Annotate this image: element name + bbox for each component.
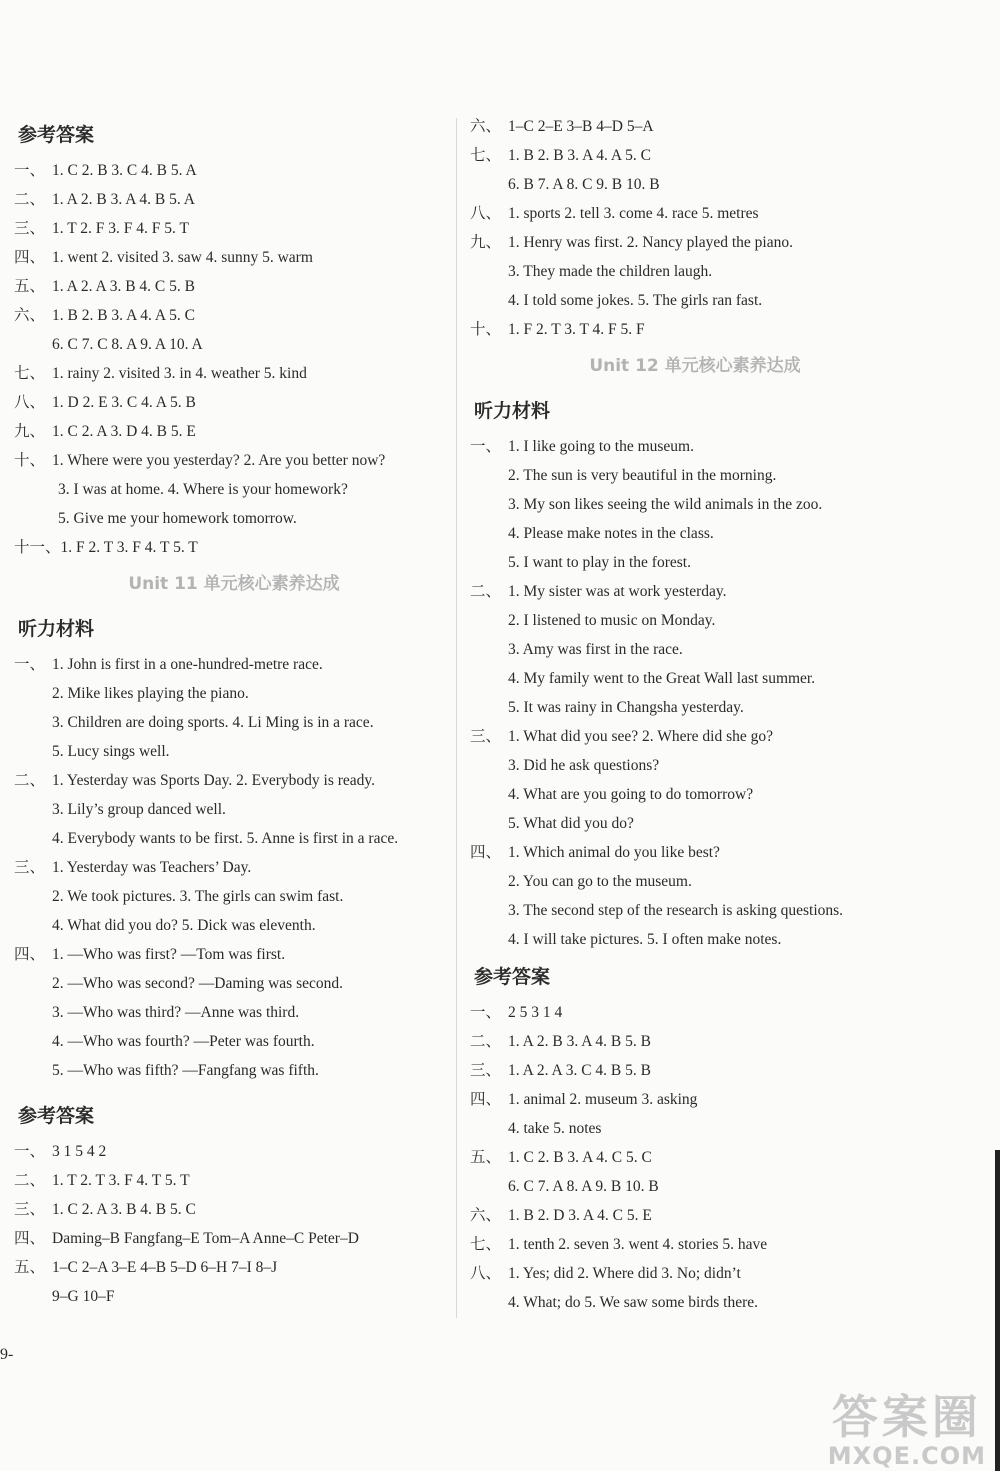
section-heading: 听力材料 — [18, 618, 95, 640]
answer-text: 1. B 2. D 3. A 4. C 5. E — [508, 1207, 652, 1224]
question-number: 八、 — [14, 393, 46, 411]
question-number: 十、 — [470, 320, 502, 338]
question-number: 三、 — [14, 1200, 46, 1218]
answer-line-continued: 2. Mike likes playing the piano. — [52, 685, 249, 702]
answer-text: 1. A 2. B 3. A 4. B 5. B — [508, 1033, 651, 1050]
question-number: 二、 — [14, 1171, 46, 1189]
answer-line-continued: 4. What did you do? 5. Dick was eleventh. — [52, 917, 316, 934]
answer-line — [470, 228, 920, 257]
answer-line-continued: 5. What did you do? — [508, 815, 634, 832]
answer-line-continued: 4. What are you going to do tomorrow? — [508, 786, 754, 803]
answer-line — [14, 1224, 454, 1253]
watermark-logo-text: 答案圈 — [831, 1390, 982, 1444]
watermark — [828, 1392, 986, 1470]
answer-text: 1. F 2. T 3. T 4. F 5. F — [508, 321, 645, 338]
answer-line-continued: 3. Children are doing sports. 4. Li Ming is in a race. — [52, 714, 374, 731]
answer-line — [14, 1195, 454, 1224]
answer-line-continued: 4. My family went to the Great Wall last summer. — [508, 670, 816, 687]
answer-text: 3 1 5 4 2 — [52, 1143, 107, 1160]
right-column — [470, 112, 920, 1317]
answer-line-continued: 5. Lucy sings well. — [52, 743, 170, 760]
answer-text: 1. T 2. T 3. F 4. T 5. T — [52, 1172, 190, 1189]
answer-text: 1. Where were you yesterday? 2. Are you better now? — [52, 452, 386, 469]
answer-line — [470, 1143, 920, 1172]
answer-text: 2 5 3 1 4 — [508, 1004, 563, 1021]
answer-line — [14, 853, 454, 882]
question-number: 八、 — [470, 1264, 502, 1282]
unit-title: Unit 12 单元核心素养达成 — [589, 356, 801, 376]
answer-text: 1. C 2. B 3. A 4. C 5. C — [508, 1149, 652, 1166]
answer-line — [14, 388, 454, 417]
answer-line — [14, 446, 454, 475]
page-edge-shadow — [995, 1150, 1000, 1471]
answer-text: 1. Yes; did 2. Where did 3. No; didn’t — [508, 1265, 741, 1282]
answer-line — [14, 766, 454, 795]
answer-line-continued: 4. Everybody wants to be first. 5. Anne is first in a race. — [52, 830, 399, 847]
answer-line — [14, 533, 454, 562]
answer-line — [470, 1056, 920, 1085]
answer-line — [470, 199, 920, 228]
question-number: 四、 — [470, 843, 502, 861]
answer-text: 1. went 2. visited 3. saw 4. sunny 5. warm — [52, 249, 313, 266]
answer-text: 1–C 2–A 3–E 4–B 5–D 6–H 7–I 8–J — [52, 1259, 278, 1276]
page-number: 9- — [0, 1346, 14, 1363]
answer-line-continued: 3. The second step of the research is asking questions. — [508, 902, 844, 919]
answer-text: 1. Henry was first. 2. Nancy played the piano. — [508, 234, 793, 251]
answer-line — [470, 1027, 920, 1056]
question-number: 二、 — [470, 1032, 502, 1050]
answer-text: 1. tenth 2. seven 3. went 4. stories 5. have — [508, 1236, 768, 1253]
answer-text: 1. A 2. A 3. C 4. B 5. B — [508, 1062, 651, 1079]
answer-text: 1. John is first in a one-hundred-metre race. — [52, 656, 323, 673]
question-number: 一、 — [14, 161, 46, 179]
answer-line-continued: 9–G 10–F — [52, 1288, 115, 1305]
question-number: 十一、 — [14, 538, 61, 556]
question-number: 三、 — [470, 727, 502, 745]
answer-text: 1. C 2. B 3. C 4. B 5. A — [52, 162, 197, 179]
answer-line-continued: 3. They made the children laugh. — [508, 263, 713, 280]
question-number: 十、 — [14, 451, 46, 469]
answer-line-continued: 5. —Who was fifth? —Fangfang was fifth. — [52, 1062, 319, 1079]
section-heading: 参考答案 — [474, 966, 551, 988]
answer-line — [14, 650, 454, 679]
answer-line — [470, 1259, 920, 1288]
answer-line-continued: 5. Give me your homework tomorrow. — [58, 510, 297, 527]
question-number: 六、 — [14, 306, 46, 324]
left-column — [14, 112, 454, 1311]
answer-text: 1. B 2. B 3. A 4. A 5. C — [508, 147, 651, 164]
question-number: 四、 — [14, 1229, 46, 1247]
answer-line-continued: 3. —Who was third? —Anne was third. — [52, 1004, 300, 1021]
answer-line-continued: 4. —Who was fourth? —Peter was fourth. — [52, 1033, 315, 1050]
watermark-url: MXQE.COM — [827, 1442, 986, 1470]
answer-line — [470, 1201, 920, 1230]
answer-line — [14, 301, 454, 330]
answer-text: 1. Yesterday was Teachers’ Day. — [52, 859, 252, 876]
answer-text: 1. A 2. A 3. B 4. C 5. B — [52, 278, 195, 295]
answer-text: 1. C 2. A 3. D 4. B 5. E — [52, 423, 196, 440]
question-number: 三、 — [14, 219, 46, 237]
spacer — [14, 1085, 454, 1093]
question-number: 四、 — [14, 945, 46, 963]
column-divider — [456, 118, 457, 1318]
answer-text: 1. animal 2. museum 3. asking — [508, 1091, 698, 1108]
section-heading: 参考答案 — [18, 1105, 95, 1127]
answer-text: 1. A 2. B 3. A 4. B 5. A — [52, 191, 195, 208]
answer-text: 1. I like going to the museum. — [508, 438, 694, 455]
question-number: 五、 — [14, 277, 46, 295]
answer-line-continued: 3. My son likes seeing the wild animals in the zoo. — [508, 496, 823, 513]
answer-line — [470, 838, 920, 867]
answer-line-continued: 6. C 7. A 8. A 9. B 10. B — [508, 1178, 659, 1195]
answer-line — [470, 1230, 920, 1259]
answer-text: 1. T 2. F 3. F 4. F 5. T — [52, 220, 189, 237]
answer-line — [14, 214, 454, 243]
answer-line — [14, 940, 454, 969]
answer-text: 1. B 2. B 3. A 4. A 5. C — [52, 307, 195, 324]
section-heading: 听力材料 — [474, 400, 551, 422]
question-number: 四、 — [470, 1090, 502, 1108]
question-number: 六、 — [470, 117, 502, 135]
answer-text: 1. Yesterday was Sports Day. 2. Everybody is ready. — [52, 772, 376, 789]
question-number: 一、 — [14, 655, 46, 673]
answer-line — [14, 359, 454, 388]
answer-text: 1. My sister was at work yesterday. — [508, 583, 727, 600]
question-number: 五、 — [14, 1258, 46, 1276]
answer-text: 1–C 2–E 3–B 4–D 5–A — [508, 118, 654, 135]
answer-line-continued: 4. Please make notes in the class. — [508, 525, 714, 542]
answer-text: 1. —Who was first? —Tom was first. — [52, 946, 286, 963]
answer-text: 1. rainy 2. visited 3. in 4. weather 5. kind — [52, 365, 307, 382]
answer-line — [470, 1085, 920, 1114]
answer-text: 1. sports 2. tell 3. come 4. race 5. metres — [508, 205, 759, 222]
answer-line-continued: 4. I told some jokes. 5. The girls ran fast. — [508, 292, 763, 309]
answer-line-continued: 3. Lily’s group danced well. — [52, 801, 226, 818]
unit-title: Unit 11 单元核心素养达成 — [128, 574, 340, 594]
question-number: 七、 — [470, 146, 502, 164]
answer-line — [470, 112, 920, 141]
question-number: 四、 — [14, 248, 46, 266]
answer-line-continued: 2. —Who was second? —Daming was second. — [52, 975, 343, 992]
answer-line-continued: 2. The sun is very beautiful in the morning. — [508, 467, 777, 484]
answer-line — [14, 1253, 454, 1282]
question-number: 二、 — [470, 582, 502, 600]
question-number: 七、 — [470, 1235, 502, 1253]
question-number: 二、 — [14, 771, 46, 789]
answer-text: 1. Which animal do you like best? — [508, 844, 720, 861]
answer-text: 1. F 2. T 3. F 4. T 5. T — [60, 539, 198, 556]
question-number: 一、 — [14, 1142, 46, 1160]
answer-line — [14, 417, 454, 446]
question-number: 一、 — [470, 1003, 502, 1021]
answer-line-continued: 2. You can go to the museum. — [508, 873, 692, 890]
question-number: 三、 — [470, 1061, 502, 1079]
question-number: 二、 — [14, 190, 46, 208]
question-number: 六、 — [470, 1206, 502, 1224]
answer-line — [470, 998, 920, 1027]
answer-line-continued: 5. It was rainy in Changsha yesterday. — [508, 699, 744, 716]
section-heading: 参考答案 — [18, 124, 95, 146]
answer-text: 1. What did you see? 2. Where did she go? — [508, 728, 774, 745]
answer-text: Daming–B Fangfang–E Tom–A Anne–C Peter–D — [52, 1230, 359, 1247]
answer-line-continued: 3. Amy was first in the race. — [508, 641, 683, 658]
answer-line — [470, 432, 920, 461]
answer-line-continued: 6. C 7. C 8. A 9. A 10. A — [52, 336, 203, 353]
question-number: 五、 — [470, 1148, 502, 1166]
answer-line — [470, 141, 920, 170]
answer-line-continued: 4. I will take pictures. 5. I often make notes. — [508, 931, 782, 948]
question-number: 九、 — [14, 422, 46, 440]
question-number: 一、 — [470, 437, 502, 455]
answer-line-continued: 2. I listened to music on Monday. — [508, 612, 716, 629]
answer-line — [14, 1166, 454, 1195]
answer-line — [14, 185, 454, 214]
question-number: 三、 — [14, 858, 46, 876]
answer-line-continued: 4. take 5. notes — [508, 1120, 602, 1137]
answer-line — [470, 722, 920, 751]
answer-line-continued: 3. Did he ask questions? — [508, 757, 660, 774]
answer-line-continued: 3. I was at home. 4. Where is your homework? — [58, 481, 348, 498]
question-number: 八、 — [470, 204, 502, 222]
answer-line-continued: 6. B 7. A 8. C 9. B 10. B — [508, 176, 660, 193]
answer-text: 1. D 2. E 3. C 4. A 5. B — [52, 394, 196, 411]
answer-line — [470, 315, 920, 344]
question-number: 九、 — [470, 233, 502, 251]
answer-line-continued: 2. We took pictures. 3. The girls can swim fast. — [52, 888, 344, 905]
answer-line — [14, 156, 454, 185]
answer-line — [470, 577, 920, 606]
answer-line — [14, 272, 454, 301]
question-number: 七、 — [14, 364, 46, 382]
answer-text: 1. C 2. A 3. B 4. B 5. C — [52, 1201, 196, 1218]
answer-line — [14, 243, 454, 272]
answer-line-continued: 4. What; do 5. We saw some birds there. — [508, 1294, 759, 1311]
answer-line-continued: 5. I want to play in the forest. — [508, 554, 691, 571]
answer-line — [14, 1137, 454, 1166]
